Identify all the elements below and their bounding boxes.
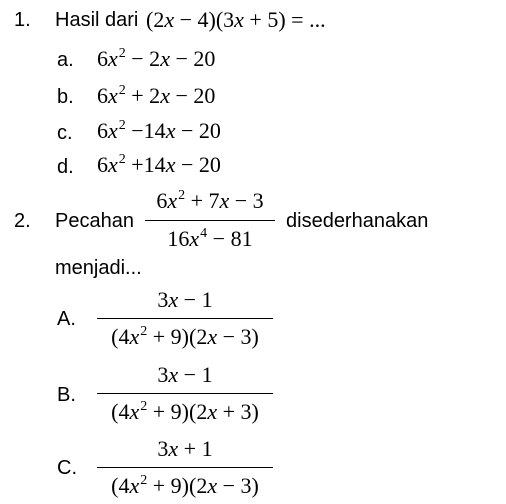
q2-number: 2. bbox=[14, 210, 31, 232]
q1-option-b: $6x^2 + 2x - 20$ bbox=[97, 83, 216, 108]
q1-option-d-letter: d. bbox=[57, 156, 74, 178]
q2-option-c-denominator: $(4x^2 + 9)(2x - 3)$ bbox=[111, 473, 259, 498]
q1-number: 1. bbox=[14, 9, 31, 31]
q2-option-b-denominator: $(4x^2 + 9)(2x + 3)$ bbox=[111, 399, 259, 424]
q1-option-b-letter: b. bbox=[57, 86, 74, 108]
q2-option-b-numerator: 3x − 1 bbox=[157, 362, 213, 387]
q2-option-a-denominator: $(4x^2 + 9)(2x - 3)$ bbox=[111, 324, 259, 349]
q1-option-a: $6x^2 - 2x - 20$ bbox=[97, 46, 216, 71]
q2-option-a-numerator: 3x − 1 bbox=[157, 287, 213, 312]
q2-fraction-numerator: $6x^2 + 7x - 3$ bbox=[156, 188, 264, 213]
q1-option-a-letter: a. bbox=[57, 49, 74, 71]
q2-option-a-bar bbox=[97, 318, 273, 319]
q2-option-a-letter: A. bbox=[57, 308, 76, 330]
q2-option-c-letter: C. bbox=[57, 457, 77, 479]
q2-option-c-bar bbox=[97, 467, 273, 468]
q2-prompt-cont: menjadi... bbox=[55, 257, 142, 279]
q2-prompt-start: Pecahan bbox=[55, 210, 134, 232]
q1-expression: (2x − 4)(3x + 5) = ... bbox=[146, 7, 326, 32]
q1-option-d: $6x^2 +14x - 20$ bbox=[97, 152, 221, 177]
q2-fraction-denominator: $16x^4 - 81$ bbox=[167, 226, 253, 251]
q2-prompt-end: disederhanakan bbox=[286, 210, 429, 232]
q2-option-b-bar bbox=[97, 393, 273, 394]
q2-option-b-letter: B. bbox=[57, 384, 76, 406]
q2-option-c-numerator: 3x + 1 bbox=[157, 436, 213, 461]
q1-option-c: $6x^2 -14x - 20$ bbox=[97, 118, 221, 143]
q1-prompt: Hasil dari bbox=[55, 9, 139, 31]
q1-option-c-letter: c. bbox=[57, 122, 73, 144]
q2-fraction-bar bbox=[145, 220, 275, 221]
